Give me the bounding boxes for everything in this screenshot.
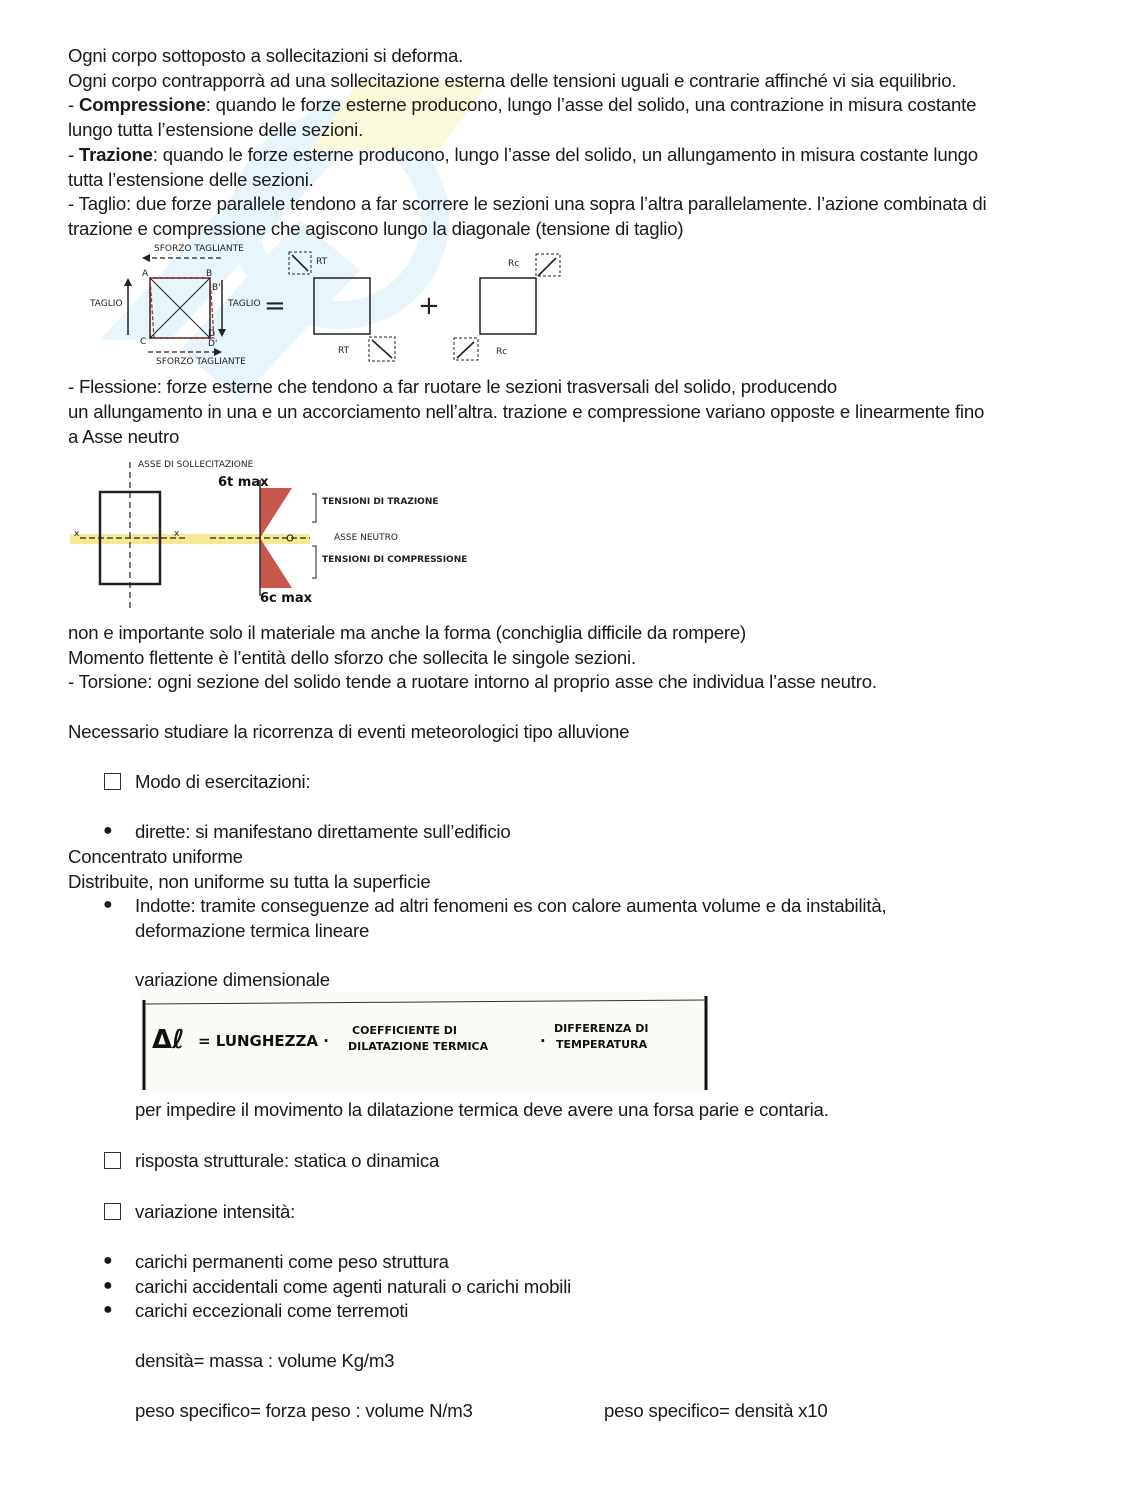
point-b-prime: B' (212, 283, 221, 293)
text-line: per impedire il movimento la dilatazione termica deve avere una forsa parie e contaria. (135, 1099, 829, 1120)
trazione-term: Trazione (78, 144, 153, 165)
rc-bottom-label: Rc (496, 347, 508, 357)
rt-bottom-label: RT (338, 346, 350, 356)
taglio-left-label: TAGLIO (90, 299, 123, 309)
asse-neutro-label: ASSE NEUTRO (334, 533, 398, 543)
text-line: variazione dimensionale (135, 969, 330, 990)
text-line: - Flessione: forze esterne che tendono a far ruotare le sezioni trasversali del solido, producendo (68, 376, 838, 397)
compressione-term: Compressione (78, 94, 206, 115)
point-d: D (208, 329, 215, 339)
text-line: - Taglio: due forze parallele tendono a far scorrere le sezioni una sopra l’altra parallelamente. l’azione combinata di (68, 193, 987, 214)
delta-l-symbol: Δℓ (152, 1025, 185, 1055)
taglio-diagram (84, 240, 564, 370)
dash: - (68, 144, 79, 165)
text-line: lungo tutta l’estensione delle sezioni. (68, 119, 364, 140)
tensioni-compressione-label: TENSIONI DI COMPRESSIONE (322, 555, 468, 565)
text-line: trazione e compressione che agiscono lungo la diagonale (tensione di taglio) (68, 218, 684, 239)
text-line: a Asse neutro (68, 426, 180, 447)
trazione-def: : quando le forze esterne producono, lungo l’asse del solido, un allungamento in misura costante lungo (152, 144, 978, 165)
text-line: tutta l’estensione delle sezioni. (68, 169, 314, 190)
asse-sollecitazione-label: ASSE DI SOLLECITAZIONE (138, 460, 254, 470)
text-line: peso specifico= forza peso : volume N/m3 (135, 1400, 473, 1421)
multiply-dot: · (540, 1032, 546, 1050)
tensioni-trazione-label: TENSIONI DI TRAZIONE (322, 497, 439, 507)
list-item: carichi permanenti come peso struttura (135, 1251, 449, 1272)
compressione-def: : quando le forze esterne producono, lungo l’asse del solido, una contrazione in misura costante (205, 94, 977, 115)
point-a: A (142, 269, 149, 279)
point-b: B (206, 269, 213, 279)
text-line: un allungamento in una e un accorciamento nell’altra. trazione e compressione variano opposte e linearmente fino (68, 401, 985, 422)
bullet-dot: ● (103, 1252, 113, 1269)
text-line: non e importante solo il materiale ma anche la forma (conchiglia difficile da rompere) (68, 622, 746, 643)
text-line: Concentrato uniforme (68, 846, 243, 867)
sforzo-tagliante-top-label: SFORZO TAGLIANTE (154, 244, 244, 254)
bullet-dot: ● (103, 1277, 113, 1294)
x-right-label: x (174, 529, 180, 539)
compressione-line (68, 92, 976, 117)
lunghezza-text: = LUNGHEZZA · (198, 1032, 329, 1050)
sigma-c-max-label: 6c max (260, 591, 312, 606)
bullet-dot: ● (103, 896, 113, 913)
checklist-item-label: Modo di esercitazioni: (135, 771, 311, 792)
checklist-item-label: risposta strutturale: statica o dinamica (135, 1150, 440, 1171)
sigma-t-max-label: 6t max (218, 475, 269, 490)
taglio-right-label: TAGLIO (228, 299, 261, 309)
rt-top-label: RT (316, 257, 328, 267)
checklist-item-label: variazione intensità: (135, 1201, 296, 1222)
dilatazione-termica-text: DILATAZIONE TERMICA (348, 1040, 489, 1053)
temperatura-text: TEMPERATURA (556, 1038, 648, 1051)
dash: - (68, 94, 79, 115)
text-line: - Torsione: ogni sezione del solido tende a ruotare intorno al proprio asse che individua l’asse neutro. (68, 671, 877, 692)
sforzo-tagliante-bottom-label: SFORZO TAGLIANTE (156, 357, 246, 367)
rc-top-label: Rc (508, 259, 520, 269)
point-c: C (140, 337, 147, 347)
text-line: Necessario studiare la ricorrenza di eventi meteorologici tipo alluvione (68, 721, 630, 742)
text-line: Ogni corpo sottoposto a sollecitazioni si deforma. (68, 45, 464, 66)
text-line: Momento flettente è l’entità dello sforzo che sollecita le singole sezioni. (68, 647, 636, 668)
differenza-text: DIFFERENZA DI (554, 1022, 649, 1035)
flessione-diagram (70, 456, 470, 612)
text-line: Distribuite, non uniforme su tutta la superficie (68, 871, 431, 892)
coefficiente-text: COEFFICIENTE DI (352, 1024, 458, 1037)
checkbox-risposta-strutturale[interactable] (104, 1152, 121, 1169)
equals-sign: = (264, 291, 286, 321)
text-line: peso specifico= densità x10 (604, 1400, 828, 1421)
list-item: dirette: si manifestano direttamente sull’edificio (135, 821, 511, 842)
bullet-dot: ● (103, 1301, 113, 1318)
plus-sign: + (418, 291, 440, 321)
checkbox-modo-esercitazioni[interactable] (104, 773, 121, 790)
formula-dilatazione (140, 992, 710, 1092)
checkbox-variazione-intensita[interactable] (104, 1203, 121, 1220)
trazione-line (68, 142, 978, 167)
list-item: Indotte: tramite conseguenze ad altri fenomeni es con calore aumenta volume e da instabilità, (135, 895, 887, 916)
text-line: densità= massa : volume Kg/m3 (135, 1350, 395, 1371)
list-item: carichi accidentali come agenti naturali o carichi mobili (135, 1276, 572, 1297)
bullet-dot: ● (103, 822, 113, 839)
x-left-label: x (74, 529, 80, 539)
text-line: Ogni corpo contrapporrà ad una sollecitazione esterna delle tensioni uguali e contrarie affinché vi sia equilibrio. (68, 70, 957, 91)
list-item-continuation: deformazione termica lineare (135, 920, 370, 941)
point-d-prime: D' (208, 339, 218, 349)
list-item: carichi eccezionali come terremoti (135, 1300, 409, 1321)
